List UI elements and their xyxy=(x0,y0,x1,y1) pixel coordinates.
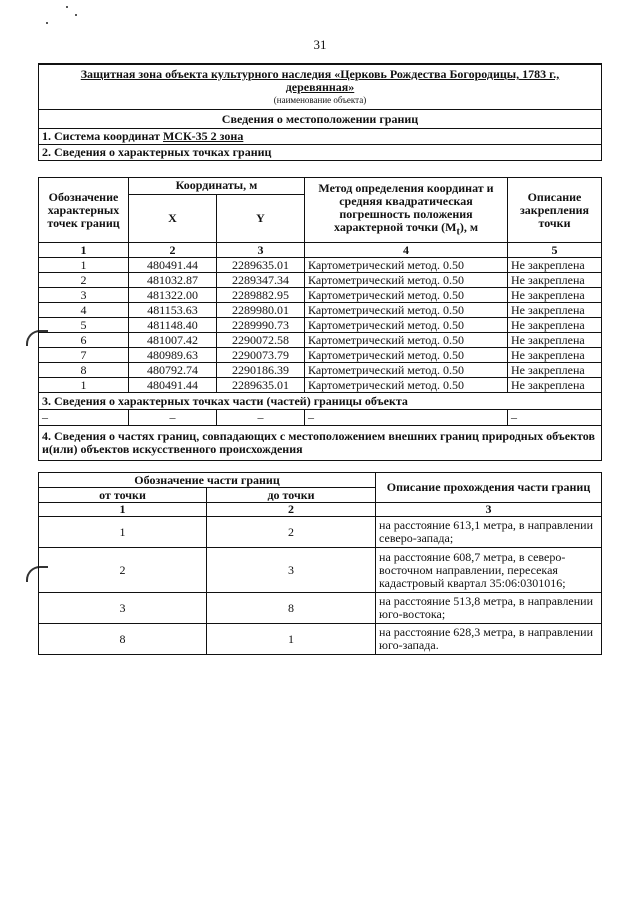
fix-desc: Не закреплена xyxy=(508,318,602,333)
method: Картометрический метод. 0.50 xyxy=(305,258,508,273)
from-point: 2 xyxy=(39,548,207,593)
point-id: 1 xyxy=(39,378,129,393)
route-desc: на расстояние 613,1 метра, в направлении северо-запада; xyxy=(376,517,602,548)
dash-cell: – xyxy=(129,410,217,426)
method: Картометрический метод. 0.50 xyxy=(305,288,508,303)
method: Картометрический метод. 0.50 xyxy=(305,273,508,288)
table-row xyxy=(39,273,602,288)
col-method-text: Метод определения координат и средняя квадратическая погрешность положения характерной точки (M xyxy=(318,180,494,234)
fix-desc: Не закреплена xyxy=(508,258,602,273)
column-number: 5 xyxy=(508,243,602,258)
table-row xyxy=(39,378,602,393)
coord-y: 2289980.01 xyxy=(217,303,305,318)
column-number-row xyxy=(39,503,602,517)
table-row xyxy=(39,593,602,624)
column-number: 2 xyxy=(129,243,217,258)
col-method-sub: t xyxy=(456,226,460,238)
table-row xyxy=(39,288,602,303)
fix-desc: Не закреплена xyxy=(508,378,602,393)
fix-desc: Не закреплена xyxy=(508,288,602,303)
table-row xyxy=(39,624,602,655)
method: Картометрический метод. 0.50 xyxy=(305,318,508,333)
from-point: 8 xyxy=(39,624,207,655)
col-method-tail: ), м xyxy=(459,219,478,234)
col-designation-header: Обозначение части границ xyxy=(39,473,376,488)
dash-cell: – xyxy=(305,410,508,426)
coord-y: 2289882.95 xyxy=(217,288,305,303)
table-row xyxy=(39,363,602,378)
fix-desc: Не закреплена xyxy=(508,333,602,348)
table-row xyxy=(39,303,602,318)
coord-x: 480989.63 xyxy=(129,348,217,363)
dash-cell: – xyxy=(508,410,602,426)
table-row xyxy=(39,258,602,273)
point-id: 4 xyxy=(39,303,129,318)
fix-desc: Не закреплена xyxy=(508,348,602,363)
column-number: 1 xyxy=(39,503,207,517)
section-subtitle: Сведения о местоположении границ xyxy=(39,110,602,129)
column-number-row xyxy=(39,243,602,258)
section2-label: 2. Сведения о характерных точках границ xyxy=(39,145,602,161)
scan-speck xyxy=(66,6,68,8)
point-id: 7 xyxy=(39,348,129,363)
col-coords-header: Координаты, м xyxy=(129,178,305,195)
object-title-line2: деревянная» xyxy=(285,80,355,94)
coord-y: 2289635.01 xyxy=(217,378,305,393)
page-number: 31 xyxy=(313,37,327,52)
method: Картометрический метод. 0.50 xyxy=(305,333,508,348)
col-from-header: от точки xyxy=(39,488,207,503)
coord-x: 481032.87 xyxy=(129,273,217,288)
section1-value: МСК-35 2 зона xyxy=(162,129,244,143)
scan-speck xyxy=(46,22,48,24)
col-route-header: Описание прохождения части границ xyxy=(376,473,602,503)
column-number: 4 xyxy=(305,243,508,258)
column-number: 3 xyxy=(376,503,602,517)
scan-speck xyxy=(75,14,77,16)
table-row xyxy=(39,548,602,593)
table-row xyxy=(39,333,602,348)
coord-y: 2290073.79 xyxy=(217,348,305,363)
object-title-caption: (наименование объекта) xyxy=(273,95,367,105)
section1-row xyxy=(39,129,602,145)
from-point: 3 xyxy=(39,593,207,624)
fix-desc: Не закреплена xyxy=(508,303,602,318)
point-id: 5 xyxy=(39,318,129,333)
col-y-header: Y xyxy=(217,194,305,242)
point-id: 6 xyxy=(39,333,129,348)
dash-cell: – xyxy=(39,410,129,426)
coord-x: 480491.44 xyxy=(129,258,217,273)
method: Картометрический метод. 0.50 xyxy=(305,378,508,393)
col-point-header: Обозначение характерных точек границ xyxy=(39,178,129,243)
coord-x: 480491.44 xyxy=(129,378,217,393)
point-id: 8 xyxy=(39,363,129,378)
table-row xyxy=(39,318,602,333)
coord-y: 2289347.34 xyxy=(217,273,305,288)
col-to-header: до точки xyxy=(207,488,376,503)
points-table xyxy=(38,177,602,461)
coord-x: 481007.42 xyxy=(129,333,217,348)
coord-y: 2289990.73 xyxy=(217,318,305,333)
to-point: 2 xyxy=(207,517,376,548)
method: Картометрический метод. 0.50 xyxy=(305,348,508,363)
section3-label: 3. Сведения о характерных точках части (частей) границы объекта xyxy=(39,393,602,410)
from-point: 1 xyxy=(39,517,207,548)
col-method-header xyxy=(305,178,508,243)
method: Картометрический метод. 0.50 xyxy=(305,363,508,378)
boundary-parts-table xyxy=(38,472,602,655)
coord-y: 2290072.58 xyxy=(217,333,305,348)
route-desc: на расстояние 628,3 метра, в направлении юго-запада. xyxy=(376,624,602,655)
coord-y: 2289635.01 xyxy=(217,258,305,273)
fix-desc: Не закреплена xyxy=(508,273,602,288)
method: Картометрический метод. 0.50 xyxy=(305,303,508,318)
point-id: 3 xyxy=(39,288,129,303)
to-point: 1 xyxy=(207,624,376,655)
col-desc-header: Описание закрепления точки xyxy=(508,178,602,243)
to-point: 3 xyxy=(207,548,376,593)
route-desc: на расстояние 608,7 метра, в северо-восточном направлении, пересекая кадастровый квартал 35:06:0301016; xyxy=(376,548,602,593)
coord-x: 481322.00 xyxy=(129,288,217,303)
column-number: 2 xyxy=(207,503,376,517)
col-x-header: X xyxy=(129,194,217,242)
route-desc: на расстояние 513,8 метра, в направлении юго-востока; xyxy=(376,593,602,624)
column-number: 3 xyxy=(217,243,305,258)
fix-desc: Не закреплена xyxy=(508,363,602,378)
header-table xyxy=(38,63,602,161)
column-number: 1 xyxy=(39,243,129,258)
coord-x: 481153.63 xyxy=(129,303,217,318)
section4-label: 4. Сведения о частях границ, совпадающих с местоположением внешних границ природных объектов и(или) объектов искусственного происхождения xyxy=(39,426,602,461)
object-title-cell xyxy=(39,64,602,110)
object-title-line1: Защитная зона объекта культурного наследия «Церковь Рождества Богородицы, 1783 г., xyxy=(80,67,560,81)
coord-y: 2290186.39 xyxy=(217,363,305,378)
point-id: 2 xyxy=(39,273,129,288)
dash-cell: – xyxy=(217,410,305,426)
to-point: 8 xyxy=(207,593,376,624)
section1-label: 1. Система координат xyxy=(42,129,160,143)
point-id: 1 xyxy=(39,258,129,273)
table-row xyxy=(39,348,602,363)
section3-dash-row xyxy=(39,410,602,426)
coord-x: 480792.74 xyxy=(129,363,217,378)
table-row xyxy=(39,517,602,548)
coord-x: 481148.40 xyxy=(129,318,217,333)
